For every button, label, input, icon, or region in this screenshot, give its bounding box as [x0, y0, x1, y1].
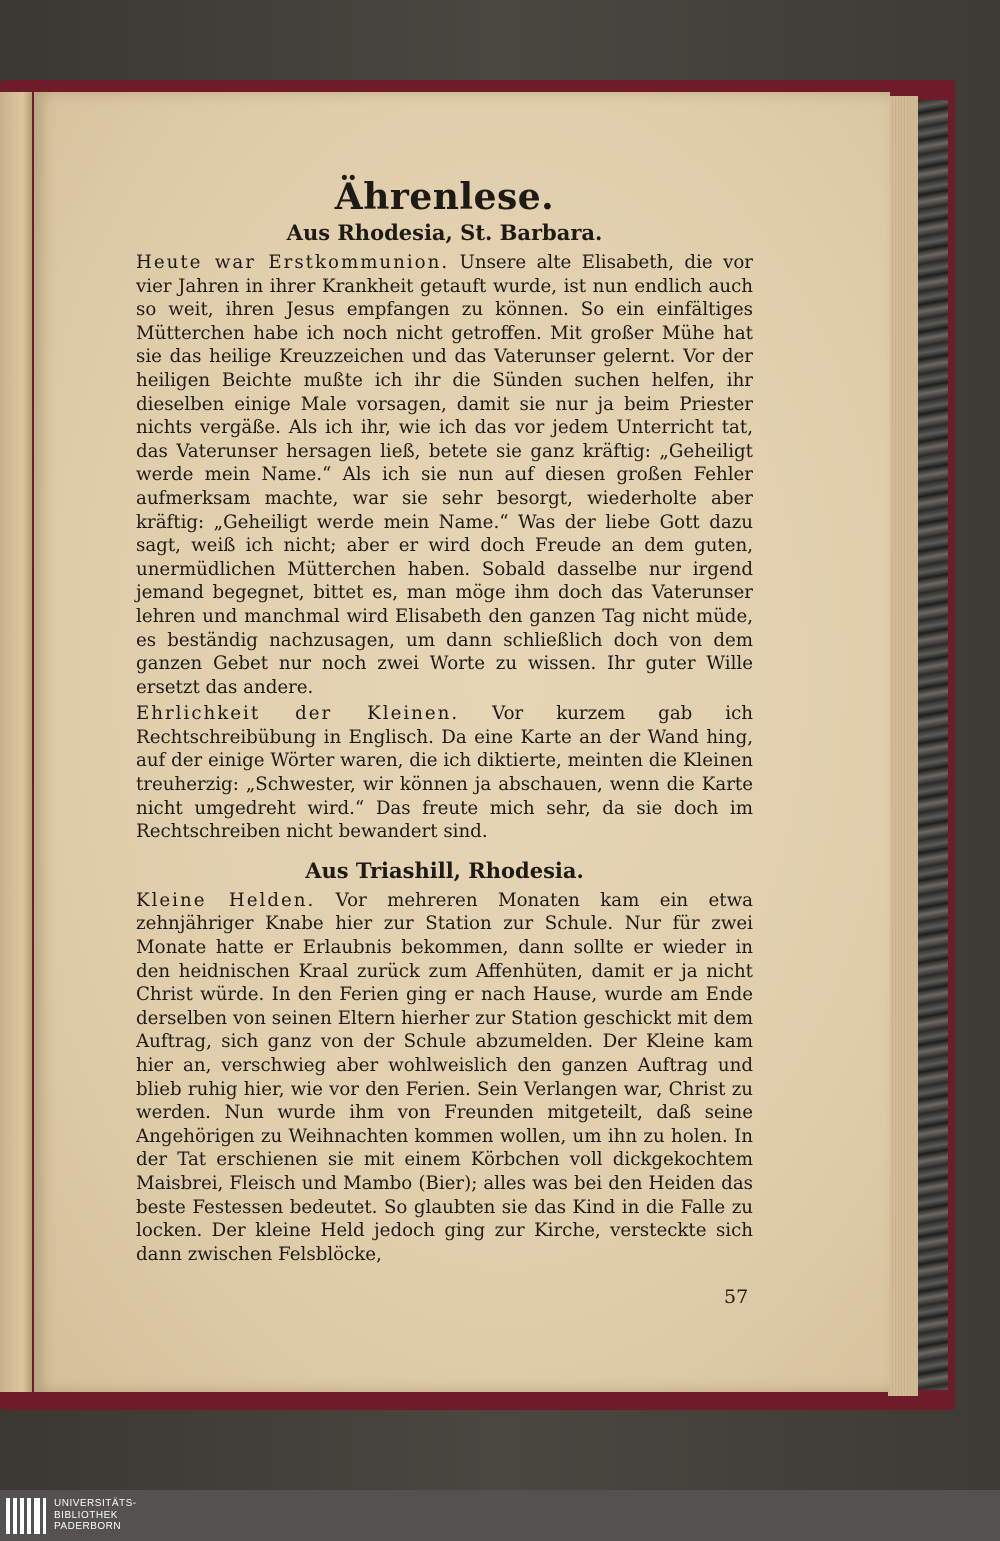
paragraph-ehrlichkeit: [136, 702, 753, 844]
library-footer: [0, 1490, 1000, 1541]
paragraph-body: Vor mehreren Monaten kam ein etwa zehnjähriger Knabe hier zur Station zur Schule. Nur für zwei Monate hatte er Erlaubnis bekommen, dann sollte er wieder in den heidnischen Kraal zurück zum Affenhüten, damit er ja nicht Christ würde. In den Ferien ging er nach Hause, wurde am Ende derselben von seinen Eltern hierher zur Station geschickt mit dem Auftrag, sich ganz von der Schule abzumelden. Der Kleine kam hier an, verschwieg aber wohlweislich den ganzen Auftrag und blieb ruhig hier, wie vor den Ferien. Sein Verlangen war, Christ zu werden. Nun wurde ihm von Freunden mitgeteilt, daß seine Angehörigen zu Weihnachten kommen wollen, um ihn zu holen. In der Tat erschienen sie mit einem Körbchen voll dickgekochtem Maisbrei, Fleisch und Mambo (Bier); alles was bei den Heiden das beste Festessen bedeutet. So glaubten sie das Kind in die Falle zu locken. Der kleine Held jedoch ging zur Kirche, versteckte sich dann zwischen Felsblöcke,: [136, 889, 753, 1265]
page-title: Ährenlese.: [334, 176, 555, 218]
library-name-line: BIBLIOTHEK: [54, 1509, 118, 1521]
page-number: 57: [724, 1286, 749, 1308]
section-heading-triashill: Aus Triashill, Rhodesia.: [305, 857, 584, 883]
paragraph-lead: Kleine Helden.: [136, 889, 316, 911]
paragraph-lead: Heute war Erstkommunion.: [136, 252, 450, 273]
section-heading-st-barbara: Aus Rhodesia, St. Barbara.: [286, 220, 603, 245]
paragraph-erstkommunion: [136, 251, 753, 699]
paragraph-kleine-helden: [136, 889, 753, 1267]
library-logo-icon: [6, 1498, 46, 1534]
left-page-edge: [0, 92, 32, 1392]
paragraph-lead: Ehrlichkeit der Kleinen.: [136, 703, 460, 725]
paragraph-body: Vor kurzem gab ich Rechtschreibübung in Englisch. Da eine Karte an der Wand hing, auf der einige Wörter waren, die ich diktierte, meinten die Kleinen treuherzig: „Schwester, wir können ja abschauen, wenn die Karte nicht umgedreht wird.“ Das freute mich sehr, da sie doch im Rechtschreiben nicht bewandert sind.: [136, 703, 753, 843]
text-column: [136, 170, 753, 1266]
page-stack-edge: [888, 96, 918, 1396]
paragraph-body: Unsere alte Elisabeth, die vor vier Jahren in ihrer Krankheit getauft wurde, ist nun endlich auch so weit, ihren Jesus empfangen zu können. So ein einfältiges Mütterchen habe ich noch nicht getroffen. Mit großer Mühe hat sie das heilige Kreuzzeichen und das Vaterunser gelernt. Vor der heiligen Beichte mußte ich ihr die Sünden suchen helfen, ihr dieselben einige Male vorsagen, damit sie nur ja beim Priester nichts vergäße. Als ich ihr, wie ich das vor jedem Unterricht tat, das Vaterunser hersagen ließ, betete sie ganz kräftig: „Geheiligt werde mein Name.“ Als ich sie nun auf diesen großen Fehler aufmerksam machte, war sie sehr besorgt, wiederholte aber kräftig: „Geheiligt werde mein Name.“ Was der liebe Gott dazu sagt, weiß ich nicht; aber er wird doch Freude an dem guten, unermüdlichen Mütterchen haben. Sobald dasselbe nur irgend jemand begegnet, bittet es, man möge ihm doch das Vaterunser lehren und manchmal wird Elisabeth den ganzen Tag nicht müde, es beständig nachzusagen, um dann schließlich doch von dem ganzen Gebet nur noch zwei Worte zu wissen. Ihr guter Wille ersetzt das andere.: [136, 252, 753, 698]
marbled-edge: [918, 100, 948, 1390]
library-name-line: UNIVERSITÄTS-: [54, 1498, 137, 1509]
library-name: [54, 1498, 137, 1533]
library-name-line: PADERBORN: [54, 1521, 122, 1532]
